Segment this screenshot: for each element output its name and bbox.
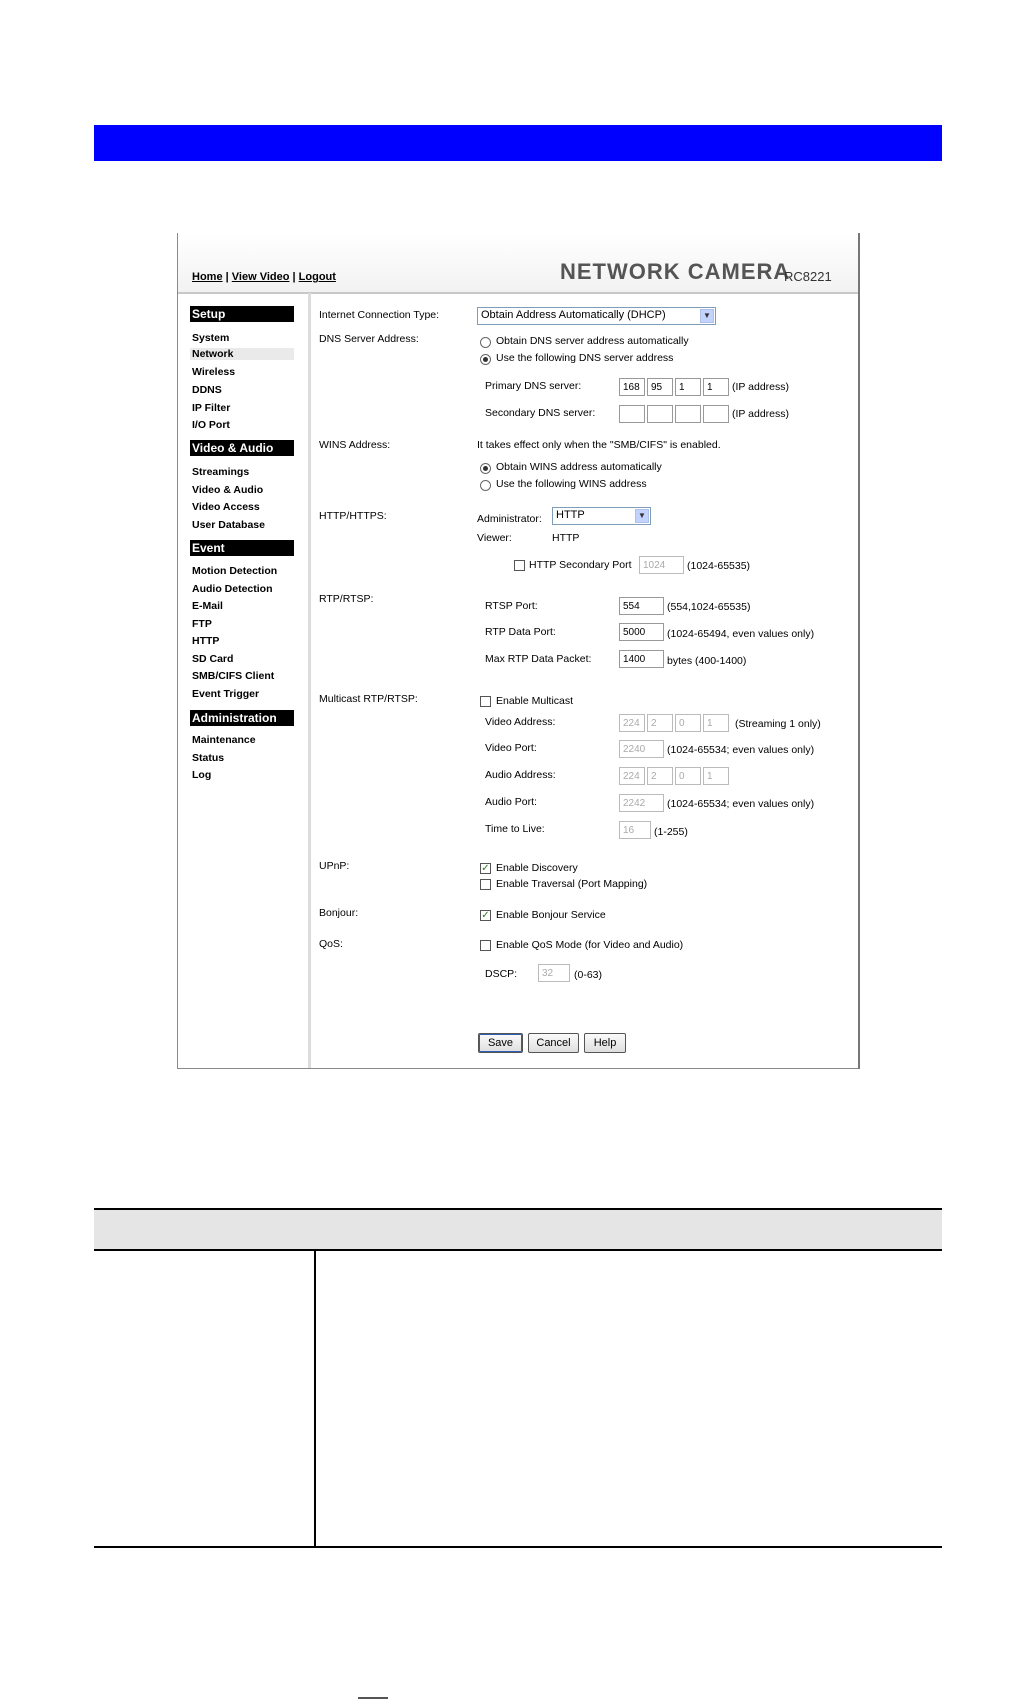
primary-dns-octet-3[interactable]: 1 (675, 378, 701, 396)
video-port-label: Video Port: (485, 742, 537, 754)
save-button[interactable]: Save (478, 1033, 523, 1053)
rtp-data-port-input[interactable]: 5000 (619, 623, 664, 641)
http-label: HTTP/HTTPS: (319, 510, 387, 522)
sidebar-item-wireless[interactable]: Wireless (192, 366, 236, 378)
sidebar-item-ddns[interactable]: DDNS (192, 384, 222, 396)
primary-dns-octet-2[interactable]: 95 (647, 378, 673, 396)
sidebar-item-ip-filter[interactable]: IP Filter (192, 402, 231, 414)
max-rtp-packet-input[interactable]: 1400 (619, 650, 664, 668)
video-address-octet-1[interactable]: 224 (619, 714, 645, 732)
primary-dns-hint: (IP address) (732, 381, 789, 393)
header-divider (178, 292, 860, 294)
qos-mode-label: Enable QoS Mode (for Video and Audio) (496, 939, 684, 951)
header-links: Home | View Video | Logout (192, 271, 336, 283)
cancel-button[interactable]: Cancel (528, 1033, 579, 1053)
wins-note: It takes effect only when the "SMB/CIFS" is enabled. (477, 439, 721, 451)
http-admin-label: Administrator: (477, 513, 542, 525)
sidebar-item-http[interactable]: HTTP (192, 635, 220, 647)
sidebar-item-system[interactable]: System (192, 332, 230, 344)
qos-mode-checkbox[interactable] (480, 940, 491, 951)
http-secondary-port-input[interactable]: 1024 (639, 556, 684, 574)
sidebar-section-video-audio: Video & Audio (190, 440, 294, 456)
ttl-input[interactable]: 16 (619, 821, 651, 839)
wins-manual-label: Use the following WINS address (496, 478, 647, 490)
video-address-octet-3[interactable]: 0 (675, 714, 701, 732)
wins-manual-radio[interactable] (480, 480, 491, 491)
video-address-octet-2[interactable]: 2 (647, 714, 673, 732)
rtsp-port-input[interactable]: 554 (619, 597, 664, 615)
rtsp-port-hint: (554,1024-65535) (667, 601, 751, 613)
secondary-dns-octet-1[interactable] (619, 405, 645, 423)
sidebar-divider (308, 293, 311, 1069)
http-viewer-label: Viewer: (477, 532, 512, 544)
rtp-data-port-label: RTP Data Port: (485, 626, 556, 638)
home-link[interactable]: Home (192, 271, 223, 283)
http-secondary-port-hint: (1024-65535) (687, 560, 751, 572)
max-rtp-packet-hint: bytes (400-1400) (667, 655, 747, 667)
sidebar-section-setup: Setup (190, 306, 294, 322)
bonjour-label: Bonjour: (319, 907, 359, 919)
upnp-discovery-checkbox[interactable]: ✓ (481, 863, 490, 874)
audio-address-octet-3[interactable]: 0 (675, 767, 701, 785)
http-secondary-port-label: HTTP Secondary Port (529, 559, 632, 571)
audio-address-octet-1[interactable]: 224 (619, 767, 645, 785)
dscp-input[interactable]: 32 (538, 964, 570, 982)
rtsp-port-label: RTSP Port: (485, 600, 538, 612)
dns-auto-label: Obtain DNS server address automatically (496, 335, 689, 347)
max-rtp-packet-label: Max RTP Data Packet: (485, 653, 592, 665)
audio-port-hint: (1024-65534; even values only) (667, 798, 815, 810)
video-address-label: Video Address: (485, 716, 556, 728)
logout-link[interactable]: Logout (298, 271, 336, 283)
dns-manual-label: Use the following DNS server address (496, 352, 674, 364)
rtp-data-port-hint: (1024-65494, even values only) (667, 628, 815, 640)
wins-auto-radio[interactable] (480, 463, 491, 474)
wins-label: WINS Address: (319, 439, 391, 451)
dns-label: DNS Server Address: (319, 333, 419, 345)
table-header (94, 1210, 942, 1249)
sidebar-item-email[interactable]: E-Mail (192, 600, 223, 612)
footer-mark (358, 1697, 388, 1699)
enable-multicast-label: Enable Multicast (496, 695, 574, 707)
bonjour-service-checkbox[interactable]: ✓ (481, 910, 490, 921)
sidebar-item-streamings[interactable]: Streamings (192, 466, 250, 478)
audio-address-octet-2[interactable]: 2 (647, 767, 673, 785)
audio-address-label: Audio Address: (485, 769, 556, 781)
http-admin-select[interactable]: HTTP ▼ (552, 507, 651, 525)
connection-type-select[interactable]: Obtain Address Automatically (DHCP) ▼ (477, 307, 716, 325)
bonjour-service-label: Enable Bonjour Service (496, 909, 606, 921)
upnp-traversal-label: Enable Traversal (Port Mapping) (496, 878, 648, 890)
table-column-divider (314, 1251, 316, 1547)
table-header-border (94, 1249, 942, 1251)
secondary-dns-octet-4[interactable] (703, 405, 729, 423)
audio-address-octet-4[interactable]: 1 (703, 767, 729, 785)
ttl-hint: (1-255) (654, 826, 688, 838)
secondary-dns-octet-2[interactable] (647, 405, 673, 423)
primary-dns-label: Primary DNS server: (485, 380, 582, 392)
video-port-hint: (1024-65534; even values only) (667, 744, 815, 756)
wins-auto-label: Obtain WINS address automatically (496, 461, 662, 473)
sidebar-item-smb-cifs-client[interactable]: SMB/CIFS Client (192, 670, 275, 682)
upnp-label: UPnP: (319, 860, 350, 872)
enable-multicast-checkbox[interactable] (480, 696, 491, 707)
secondary-dns-hint: (IP address) (732, 408, 789, 420)
camera-ui-screenshot (177, 233, 860, 1069)
upnp-traversal-checkbox[interactable] (480, 879, 491, 890)
ttl-label: Time to Live: (485, 823, 545, 835)
chevron-down-icon: ▼ (700, 309, 714, 323)
sidebar-item-ftp[interactable]: FTP (192, 618, 212, 630)
screenshot-frame-edge (858, 233, 860, 1069)
rtp-label: RTP/RTSP: (319, 593, 374, 605)
connection-type-label: Internet Connection Type: (319, 309, 440, 321)
sidebar-section-event: Event (190, 540, 294, 556)
dscp-label: DSCP: (485, 968, 518, 980)
sidebar-item-user-database[interactable]: User Database (192, 519, 265, 531)
model-number: RC8221 (784, 269, 832, 284)
help-button[interactable]: Help (584, 1033, 626, 1053)
view-video-link[interactable]: View Video (231, 271, 290, 283)
video-address-octet-4[interactable]: 1 (703, 714, 729, 732)
primary-dns-octet-4[interactable]: 1 (703, 378, 729, 396)
sidebar-item-network[interactable]: Network (190, 348, 294, 360)
multicast-label: Multicast RTP/RTSP: (319, 693, 418, 705)
dns-auto-radio[interactable] (480, 337, 491, 348)
sidebar-item-motion-detection[interactable]: Motion Detection (192, 565, 278, 577)
dns-manual-radio[interactable] (480, 354, 491, 365)
primary-dns-octet-1[interactable]: 168 (619, 378, 645, 396)
title-bar (94, 125, 942, 161)
video-port-input[interactable]: 2240 (619, 740, 664, 758)
sidebar-item-log[interactable]: Log (192, 769, 212, 781)
brand-logo: NETWORK CAMERA (560, 259, 791, 284)
audio-port-input[interactable]: 2242 (619, 794, 664, 812)
sidebar-item-io-port[interactable]: I/O Port (192, 419, 230, 431)
http-secondary-port-checkbox[interactable] (514, 560, 525, 571)
sidebar-item-maintenance[interactable]: Maintenance (192, 734, 256, 746)
sidebar-item-audio-detection[interactable]: Audio Detection (192, 583, 273, 595)
upnp-discovery-label: Enable Discovery (496, 862, 578, 874)
sidebar-item-video-access[interactable]: Video Access (192, 501, 260, 513)
qos-label: QoS: (319, 938, 343, 950)
secondary-dns-octet-3[interactable] (675, 405, 701, 423)
sidebar-item-sd-card[interactable]: SD Card (192, 653, 234, 665)
secondary-dns-label: Secondary DNS server: (485, 407, 596, 419)
sidebar-item-status[interactable]: Status (192, 752, 225, 764)
sidebar-item-video-audio[interactable]: Video & Audio (192, 484, 264, 496)
sidebar-item-event-trigger[interactable]: Event Trigger (192, 688, 260, 700)
http-viewer-value: HTTP (552, 532, 580, 544)
sidebar-section-administration: Administration (190, 710, 294, 726)
chevron-down-icon: ▼ (635, 509, 649, 523)
table-bottom-border (94, 1546, 942, 1548)
video-address-hint: (Streaming 1 only) (735, 718, 821, 730)
audio-port-label: Audio Port: (485, 796, 537, 808)
dscp-hint: (0-63) (574, 969, 603, 981)
